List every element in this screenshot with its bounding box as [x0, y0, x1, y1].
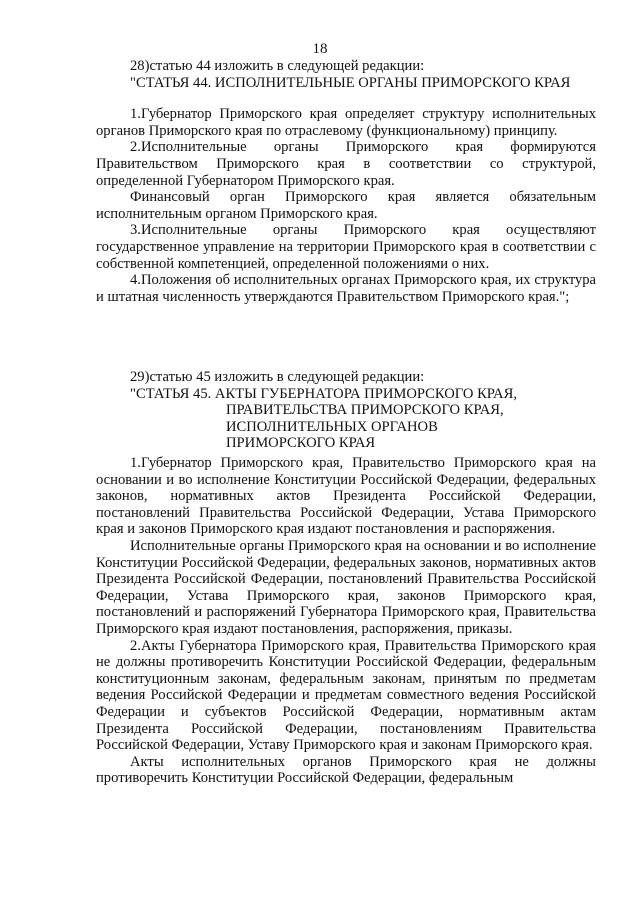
article-45-header-block: [96, 369, 596, 452]
article-44-paragraph: Финансовый орган Приморского края является обязательным исполнительным органом Приморского края.: [96, 189, 596, 222]
article-44-paragraph: 3.Исполнительные органы Приморского края осуществляют государственное управление на территории Приморского края в соответствии с собственной компетенцией, определенной положениями о них.: [96, 222, 596, 272]
article-44-paragraph: 4.Положения об исполнительных органах Приморского края, их структура и штатная численность утверждаются Правительством Приморского края.";: [96, 272, 596, 305]
article-45-heading-line: "СТАТЬЯ 45. АКТЫ ГУБЕРНАТОРА ПРИМОРСКОГО КРАЯ,: [130, 385, 517, 402]
item-28-intro: 28)статью 44 изложить в следующей редакции:: [130, 58, 425, 74]
article-44-block: [96, 58, 596, 305]
article-45-body-block: [96, 455, 596, 787]
article-45-paragraph: Акты исполнительных органов Приморского края не должны противоречить Конституции Российской Федерации, федеральным: [96, 753, 596, 787]
page-number: 18: [312, 41, 328, 57]
article-44-paragraph: 1.Губернатор Приморского края определяет структуру исполнительных органов Приморского края по отраслевому (функциональному) принципу.: [96, 106, 596, 139]
article-45-heading-line: ИСПОЛНИТЕЛЬНЫХ ОРГАНОВ: [226, 418, 438, 435]
article-44-heading: "СТАТЬЯ 44. ИСПОЛНИТЕЛЬНЫЕ ОРГАНЫ ПРИМОРСКОГО КРАЯ: [130, 74, 571, 91]
article-45-heading: [96, 386, 596, 452]
article-45-heading-line: ПРИМОРСКОГО КРАЯ: [226, 435, 376, 452]
article-45-heading-line: ПРАВИТЕЛЬСТВА ПРИМОРСКОГО КРАЯ,: [226, 402, 504, 419]
article-45-paragraph: 1.Губернатор Приморского края, Правительство Приморского края на основании и во исполнение Конституции Российской Федерации, федеральных законов, нормативных актов Президента Российской Федерации, постановлений Правительства Российской Федерации, Устава Приморского края и законов Приморского края издают постановления и распоряжения.: [96, 455, 596, 538]
article-45-paragraph: 2.Акты Губернатора Приморского края, Правительства Приморского края не должны противоречить Конституции Российской Федерации, федеральным конституционным законам, федеральным законам, принятым по предметам ведения Российской Федерации и предметам совместного ведения Российской Федерации и субъектов Российской Федерации, нормативным актам Президента Российской Федерации, постановлениям Правительства Российской Федерации, Уставу Приморского края и законам Приморского края.: [96, 637, 596, 754]
article-44-paragraph: 2.Исполнительные органы Приморского края формируются Правительством Приморского края в соответствии со структурой, определенной Губернатором Приморского края.: [96, 139, 596, 189]
item-29-intro: 29)статью 45 изложить в следующей редакции:: [130, 369, 425, 385]
article-45-paragraph: Исполнительные органы Приморского края на основании и во исполнение Конституции Российской Федерации, федеральных законов, нормативных актов Президента Российской Федерации, постановлений Правительства Российской Федерации, Устава Приморского края, законов Приморского края, постановлений и распоряжений Губернатора Приморского края, Правительства Приморского края издают постановления, распоряжения, приказы.: [96, 537, 596, 637]
